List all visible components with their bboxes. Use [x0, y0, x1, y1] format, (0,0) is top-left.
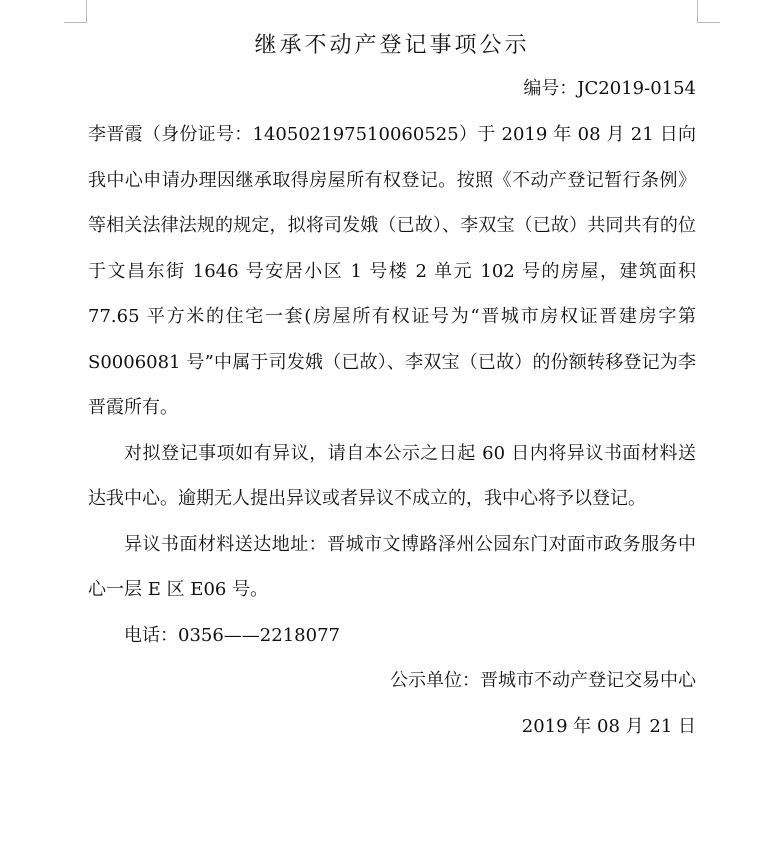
date-line: 2019 年 08 月 21 日: [521, 715, 696, 737]
page-corner-mark-left: [64, 0, 87, 23]
document-page: [88, 26, 696, 749]
body-paragraph-objection: 对拟登记事项如有异议，请自本公示之日起 60 日内将异议书面材料送达我中心。逾期无人提出异议或者异议不成立的，我中心将予以登记。: [88, 442, 696, 509]
page-corner-mark-right: [697, 0, 720, 23]
issuer-line: 公示单位：晋城市不动产登记交易中心: [390, 670, 696, 691]
document-number: 编号：JC2019-0154: [523, 78, 696, 99]
body-paragraph-application: 李晋霞（身份证号：140502197510060525）于 2019 年 08 月 21 日向我中心申请办理因继承取得房屋所有权登记。按照《不动产登记暂行条例》等相关法律法规的规定，拟将司发娥（已故）、李双宝（已故）共同共有的位于文昌东街 1646 号安居小区 1 号楼 2 单元 102 号的房屋，建筑面积 77.65 平方米的住宅一套(房屋所有权证号为“晋城市房权证晋建房字第 S0006081 号”中属于司发娥（已故）、李双宝（已故）的份额转移登记为李晋霞所有。: [88, 124, 696, 418]
body-paragraph-address: 异议书面材料送达地址：晋城市文博路泽州公园东门对面市政务服务中心一层 E 区 E06 号。: [88, 533, 696, 600]
document-title: 继承不动产登记事项公示: [254, 33, 530, 58]
phone-line: 电话：0356——2218077: [124, 624, 340, 646]
